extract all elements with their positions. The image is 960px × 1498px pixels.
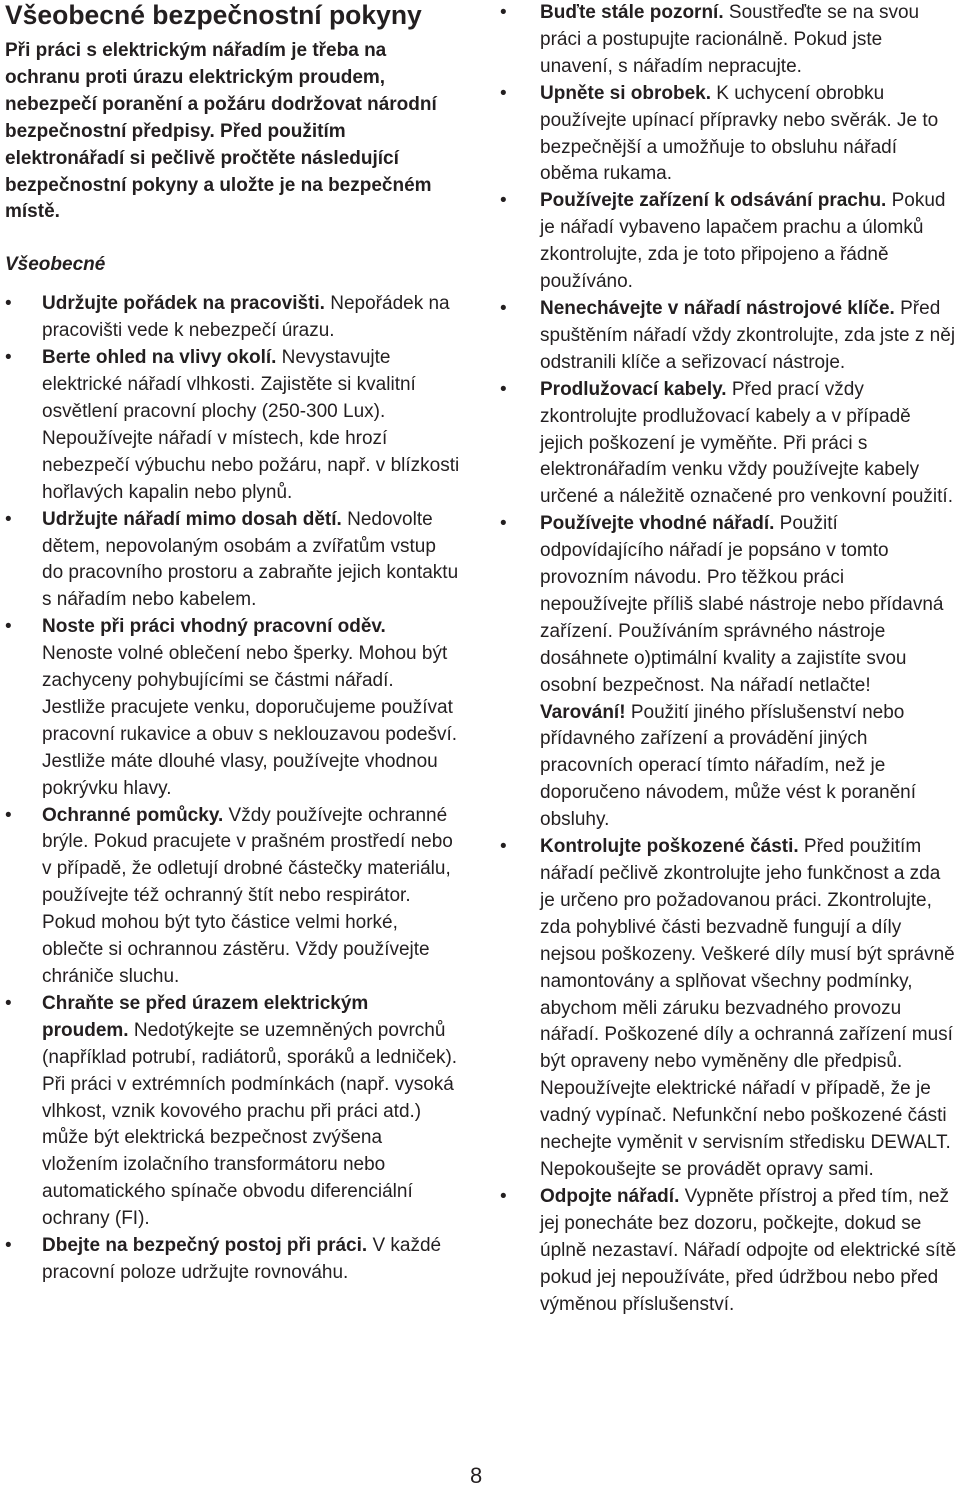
item-lead: Udržujte nářadí mimo dosah dětí. [42,508,342,530]
item-text: Před prací vždy zkontrolujte prodlužovací kabely a v případě jejich poškození je vyměňte. Při práci s elektronářadím venku vždy používejte kabely určené a náležitě označené pro venkovní použití. [540,378,953,508]
item-text: V každé pracovní poloze udržujte rovnováhu. [42,1235,442,1283]
item-text: Vždy používejte ochranné brýle. Pokud pracujete v prašném prostředí nebo v případě, že odletují drobné částečky materiálu, používejte též ochranný štít nebo respirátor. Pokud mohou být tyto částice velmi horké, oblečte si ochrannou zástěru. Vždy používejte chrániče sluchu. [42,804,453,987]
list-item [500,511,957,834]
item-lead: Ochranné pomůcky. [42,804,224,826]
item-lead: Prodlužovací kabely. [540,378,727,400]
list-item [500,81,957,189]
list-item [500,296,957,377]
list-item [5,803,460,991]
page-title: Všeobecné bezpečnostní pokyny [5,0,422,30]
item-lead: Používejte vhodné nářadí. [540,513,775,535]
list-item [5,614,460,802]
list-item [5,1233,460,1287]
item-lead: Chraňte se před úrazem elektrickým proudem. [42,992,369,1041]
item-text: Nedovolte dětem, nepovolaným osobám a zvířatům vstup do pracovního prostoru a zabraňte jejich kontaktu s nářadím nebo kabelem. [42,508,459,611]
item-lead: Nenechávejte v nářadí nástrojové klíče. [540,297,895,319]
left-column [5,0,460,1287]
list-item [5,345,460,506]
item-lead: Noste při práci vhodný pracovní oděv. [42,616,386,638]
item-text: Nenoste volné oblečení nebo šperky. Mohou být zachyceny pohybujícími se částmi nářadí. Jestliže pracujete venku, doporučujeme používat pracovní rukavice a obuv s neklouzavou podešví. Jestliže máte dlouhé vlasy, používejte vhodnou pokrývku hlavy. [42,643,458,799]
item-lead: Používejte zařízení k odsávání prachu. [540,190,887,212]
item-text: Vypněte přístroj a před tím, než jej ponecháte bez dozoru, počkejte, dokud se úplně nezastaví. Nářadí odpojte od elektrické sítě pokud jej nepoužíváte, před údržbou nebo před výměnou příslušenství. [540,1185,957,1315]
item-text: Nevystavujte elektrické nářadí vlhkosti. Zajistěte si kvalitní osvětlení pracovní plochy (250-300 Lux). Nepoužívejte nářadí v místech, kde hrozí nebezpečí výbuchu nebo požáru, např. v blízkosti hořlavých kapalin nebo plynů. [42,347,460,503]
left-safety-list [5,291,460,1287]
item-text: Soustřeďte se na svou práci a postupujte racionálně. Pokud jste unavení, s nářadím nepracujte. [540,2,920,77]
list-item [500,377,957,512]
item-lead: Buďte stále pozorní. [540,2,724,23]
right-safety-list [500,0,957,1318]
item-lead: Udržujte pořádek na pracovišti. [42,293,325,315]
item-lead: Dbejte na bezpečný postoj při práci. [42,1235,368,1257]
item-text: Nepořádek na pracovišti vede k nebezpečí úrazu. [42,293,450,342]
item-text: Nedotýkejte se uzemněných povrchů (například potrubí, radiátorů, sporáků a ledniček). Při práci v extrémních podmínkách (např. vysoká vlhkost, vznik kovového prachu při práci atd.) může být elektrická bezpečnost zvýšena vložením izolačního transformátoru nebo automatického spínače obvodu diferenciální ochrany (FI). [42,1019,458,1230]
page-number: 8 [470,1463,483,1488]
item-text: Před spuštěním nářadí vždy zkontrolujte, zda jste z něj odstranili klíče a seřizovací nástroje. [540,297,956,373]
list-item [5,507,460,615]
list-item [5,291,460,345]
item-text: Pokud je nářadí vybaveno lapačem prachu a úlomků zkontrolujte, zda je toto připojeno a řádně používáno. [540,190,946,293]
item-text: Použití odpovídajícího nářadí je popsáno v tomto provozním návodu. Pro těžkou práci nepoužívejte příliš slabé nástroje nebo přídavná zařízení. Používáním správného nástroje dosáhnete o)ptimální kvality a zajistíte svou osobní bezpečnost. Na nářadí netlačte! [540,513,944,696]
section-heading: Všeobecné [5,254,106,276]
item-lead: Kontrolujte poškozené části. [540,836,799,858]
warning-text: Použití jiného příslušenství nebo přídavného zařízení a provádění jiných pracovních operací tímto nářadím, než je doporučeno návodem, může vést k poranění obsluhy. [540,701,917,831]
warning-lead: Varování! [540,701,626,723]
item-lead: Berte ohled na vlivy okolí. [42,347,277,369]
item-text: Před použitím nářadí pečlivě zkontrolujte jeho funkčnost a zda je určeno pro požadovanou práci. Zkontrolujte, zda pohyblivé části bezvadně fungují a díly nejsou poškozeny. Veškeré díly musí být správně namontovány a splňovat všechny podmínky, abychom měli záruku bezvadného provozu nářadí. Poškozené díly a ochranná zařízení musí být opraveny nebo vyměněny dle předpisů. Nepoužívejte elektrické nářadí v případě, že je vadný vypínač. Nefunkční nebo poškozené části nechejte vyměnit v servisním středisku DEWALT. Nepokoušejte se provádět opravy sami. [540,836,955,1180]
list-item [500,0,957,81]
intro-paragraph: Při práci s elektrickým nářadím je třeba na ochranu proti úrazu elektrickým proudem, nebezpečí poranění a požáru dodržovat národní bezpečnostní předpisy. Před použitím elektronářadí si pečlivě pročtěte následující bezpečnostní pokyny a uložte je na bezpečném místě. [5,40,437,223]
item-lead: Odpojte nářadí. [540,1185,680,1207]
list-item [5,991,460,1233]
right-column [500,0,957,1318]
list-item [500,834,957,1184]
warning-paragraph [540,700,957,835]
list-item [500,1184,957,1319]
list-item [500,188,957,296]
item-text: K uchycení obrobku používejte upínací přípravky nebo svěrák. Je to bezpečnější a umožňuje to obsluhu nářadí oběma rukama. [540,82,939,185]
item-lead: Upněte si obrobek. [540,82,712,104]
